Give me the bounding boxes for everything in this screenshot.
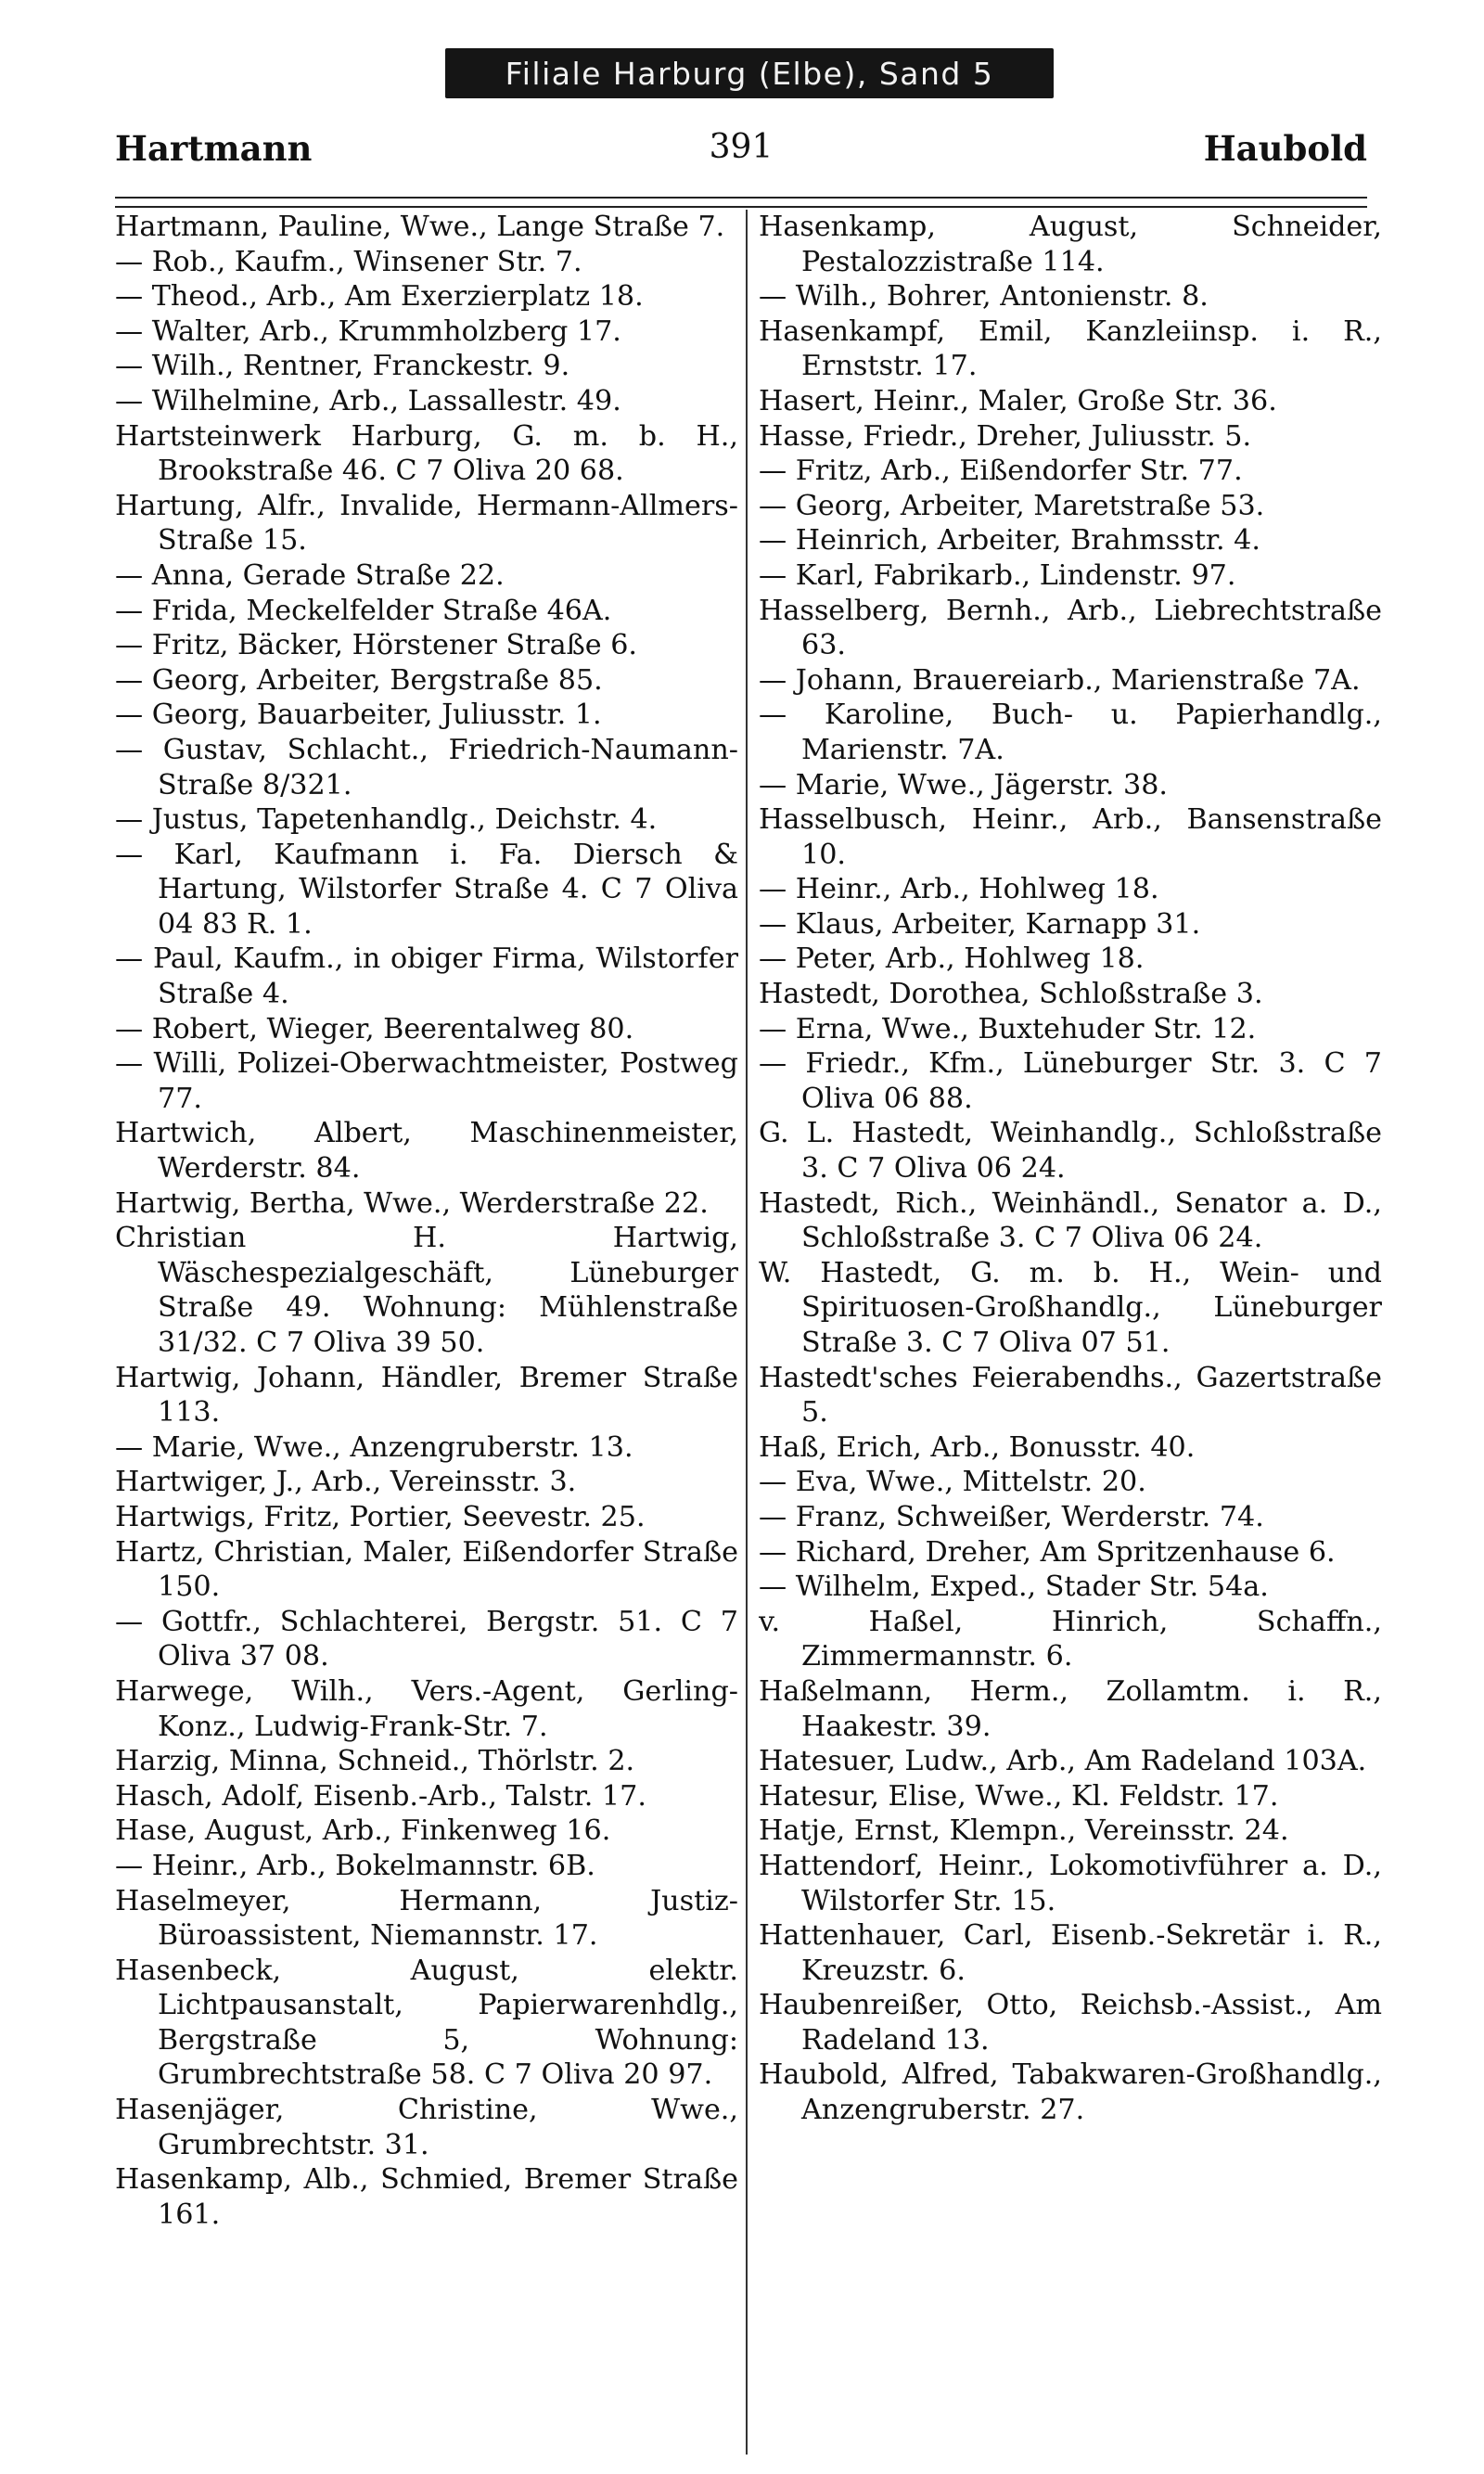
directory-entry: — Anna, Gerade Straße 22. xyxy=(115,558,505,592)
directory-entry: — Willi, Polizei-Oberwachtmeister, Postweg 77. xyxy=(115,1047,738,1115)
directory-entry: Hastedt, Rich., Weinhändl., Senator a. D., Schloßstraße 3. C 7 Oliva 06 24. xyxy=(759,1186,1382,1255)
directory-entry: Hartung, Alfr., Invalide, Hermann-Allmers-Straße 15. xyxy=(115,489,738,558)
directory-entry: — Georg, Arbeiter, Maretstraße 53. xyxy=(759,489,1265,522)
right-column xyxy=(759,210,1382,2464)
directory-entry: — Wilhelmine, Arb., Lassallestr. 49. xyxy=(115,384,621,417)
directory-entry: Hasenbeck, August, elektr. Lichtpausanstalt, Papierwarenhdlg., Bergstraße 5, Wohnung: Grumbrechtstraße 58. C 7 Oliva 20 97. xyxy=(115,1954,738,2092)
page-number: 391 xyxy=(709,128,774,166)
directory-entry: — Robert, Wieger, Beerentalweg 80. xyxy=(115,1012,634,1045)
directory-entry: Hattendorf, Heinr., Lokomotivführer a. D., Wilstorfer Str. 15. xyxy=(759,1849,1382,1917)
directory-entry: Hatje, Ernst, Klempn., Vereinsstr. 24. xyxy=(759,1814,1289,1848)
directory-entry: — Justus, Tapetenhandlg., Deichstr. 4. xyxy=(115,803,658,837)
directory-entry: Hartz, Christian, Maler, Eißendorfer Straße 150. xyxy=(115,1535,738,1604)
directory-entry: Hasenkamp, August, Schneider, Pestalozzistraße 114. xyxy=(759,211,1382,278)
header-rule-bottom xyxy=(115,206,1367,208)
directory-entry: — Gustav, Schlacht., Friedrich-Naumann-Straße 8/321. xyxy=(115,733,738,801)
directory-entry: — Klaus, Arbeiter, Karnapp 31. xyxy=(759,907,1201,941)
directory-entry: — Franz, Schweißer, Werderstr. 74. xyxy=(759,1500,1264,1533)
directory-entry: Hatesuer, Ludw., Arb., Am Radeland 103A. xyxy=(759,1745,1367,1778)
directory-entry: — Fritz, Bäcker, Hörstener Straße 6. xyxy=(115,629,638,662)
directory-entry: — Georg, Bauarbeiter, Juliusstr. 1. xyxy=(115,699,602,732)
directory-entry: Hasenkampf, Emil, Kanzleiinsp. i. R., Ernststr. 17. xyxy=(759,314,1382,383)
directory-entry: — Wilhelm, Exped., Stader Str. 54a. xyxy=(759,1570,1269,1604)
directory-entry: Haß, Erich, Arb., Bonusstr. 40. xyxy=(759,1430,1196,1464)
directory-entry: W. Hastedt, G. m. b. H., Wein- und Spirituosen-Großhandlg., Lüneburger Straße 3. C 7 Oliva 07 51. xyxy=(759,1256,1382,1359)
directory-entry: — Rob., Kaufm., Winsener Str. 7. xyxy=(115,245,582,278)
directory-entry: — Karoline, Buch- u. Papierhandlg., Marienstr. 7A. xyxy=(759,699,1382,766)
directory-entry: Haubold, Alfred, Tabakwaren-Großhandlg., Anzengruberstr. 27. xyxy=(759,2058,1382,2127)
directory-entry: — Paul, Kaufm., in obiger Firma, Wilstorfer Straße 4. xyxy=(115,942,738,1011)
left-column xyxy=(115,210,738,2464)
directory-entry: Haubenreißer, Otto, Reichsb.-Assist., Am Radeland 13. xyxy=(759,1989,1382,2057)
directory-entry: Haselmeyer, Hermann, Justiz-Büroassistent, Niemannstr. 17. xyxy=(115,1884,738,1953)
directory-entry: Harzig, Minna, Schneid., Thörlstr. 2. xyxy=(115,1745,635,1778)
directory-entry: — Wilh., Rentner, Franckestr. 9. xyxy=(115,350,570,383)
column-divider xyxy=(746,210,748,2455)
directory-entry: Hasselbusch, Heinr., Arb., Bansenstraße 10. xyxy=(759,803,1382,871)
directory-entry: Hastedt'sches Feierabendhs., Gazertstraße 5. xyxy=(759,1361,1382,1429)
directory-entry: Hasenjäger, Christine, Wwe., Grumbrechtstr. 31. xyxy=(115,2094,738,2161)
directory-entry: Hastedt, Dorothea, Schloßstraße 3. xyxy=(759,978,1263,1011)
directory-entry: — Heinr., Arb., Bokelmannstr. 6B. xyxy=(115,1849,595,1882)
directory-entry: — Wilh., Bohrer, Antonienstr. 8. xyxy=(759,280,1209,314)
page-header xyxy=(115,128,1367,184)
directory-entry: — Peter, Arb., Hohlweg 18. xyxy=(759,942,1145,976)
directory-entry: Hase, August, Arb., Finkenweg 16. xyxy=(115,1814,611,1848)
directory-entry: — Fritz, Arb., Eißendorfer Str. 77. xyxy=(759,455,1243,488)
directory-entry: — Johann, Brauereiarb., Marienstraße 7A. xyxy=(759,663,1361,697)
header-rule-top xyxy=(115,197,1367,199)
branch-banner: Filiale Harburg (Elbe), Sand 5 xyxy=(445,48,1054,98)
directory-entry: — Richard, Dreher, Am Spritzenhause 6. xyxy=(759,1535,1336,1569)
directory-entry: — Walter, Arb., Krummholzberg 17. xyxy=(115,314,621,348)
directory-entry: Hartwig, Bertha, Wwe., Werderstraße 22. xyxy=(115,1186,709,1220)
directory-entry: Christian H. Hartwig, Wäschespezialgeschäft, Lüneburger Straße 49. Wohnung: Mühlenstraße 31/32. C 7 Oliva 39 50. xyxy=(115,1222,738,1359)
directory-entry: Hasselberg, Bernh., Arb., Liebrechtstraße 63. xyxy=(759,594,1382,662)
directory-entry: Hartwigs, Fritz, Portier, Seevestr. 25. xyxy=(115,1500,646,1533)
directory-entry: v. Haßel, Hinrich, Schaffn., Zimmermannstr. 6. xyxy=(759,1605,1382,1673)
directory-entry: — Marie, Wwe., Anzengruberstr. 13. xyxy=(115,1430,633,1464)
directory-entry: Haßelmann, Herm., Zollamtm. i. R., Haakestr. 39. xyxy=(759,1674,1382,1743)
directory-entry: Hasse, Friedr., Dreher, Juliusstr. 5. xyxy=(759,419,1252,453)
directory-entry: Hartsteinwerk Harburg, G. m. b. H., Brookstraße 46. C 7 Oliva 20 68. xyxy=(115,419,738,488)
directory-entry: Hartwig, Johann, Händler, Bremer Straße 113. xyxy=(115,1361,738,1429)
directory-entry: — Heinrich, Arbeiter, Brahmsstr. 4. xyxy=(759,524,1260,558)
directory-entry: — Karl, Fabrikarb., Lindenstr. 97. xyxy=(759,558,1236,592)
directory-entry: Hartmann, Pauline, Wwe., Lange Straße 7. xyxy=(115,211,725,243)
directory-entry: — Georg, Arbeiter, Bergstraße 85. xyxy=(115,663,603,697)
directory-entry: Hattenhauer, Carl, Eisenb.-Sekretär i. R., Kreuzstr. 6. xyxy=(759,1919,1382,1987)
header-first-name: Hartmann xyxy=(115,128,313,169)
directory-entry: — Gottfr., Schlachterei, Bergstr. 51. C 7 Oliva 37 08. xyxy=(115,1605,738,1673)
directory-entry: — Eva, Wwe., Mittelstr. 20. xyxy=(759,1466,1146,1499)
directory-entry: — Marie, Wwe., Jägerstr. 38. xyxy=(759,768,1169,801)
directory-entry: Hasert, Heinr., Maler, Große Str. 36. xyxy=(759,384,1277,417)
directory-entry: Hartwich, Albert, Maschinenmeister, Werderstr. 84. xyxy=(115,1117,738,1186)
header-last-name: Haubold xyxy=(1203,128,1367,169)
directory-entry: Hasenkamp, Alb., Schmied, Bremer Straße 161. xyxy=(115,2163,738,2231)
directory-entry: — Erna, Wwe., Buxtehuder Str. 12. xyxy=(759,1012,1257,1045)
directory-entry: — Karl, Kaufmann i. Fa. Diersch & Hartung, Wilstorfer Straße 4. C 7 Oliva 04 83 R. 1. xyxy=(115,838,738,941)
directory-entry: Hartwiger, J., Arb., Vereinsstr. 3. xyxy=(115,1466,577,1499)
directory-entry: G. L. Hastedt, Weinhandlg., Schloßstraße 3. C 7 Oliva 06 24. xyxy=(759,1117,1382,1186)
directory-entry: — Heinr., Arb., Hohlweg 18. xyxy=(759,873,1159,906)
directory-entry: — Frida, Meckelfelder Straße 46A. xyxy=(115,594,612,627)
directory-entry: Hasch, Adolf, Eisenb.-Arb., Talstr. 17. xyxy=(115,1779,646,1813)
directory-entry: — Theod., Arb., Am Exerzierplatz 18. xyxy=(115,280,644,314)
directory-entry: Hatesur, Elise, Wwe., Kl. Feldstr. 17. xyxy=(759,1779,1279,1813)
directory-entry: — Friedr., Kfm., Lüneburger Str. 3. C 7 Oliva 06 88. xyxy=(759,1047,1382,1115)
directory-entry: Harwege, Wilh., Vers.-Agent, Gerling-Konz., Ludwig-Frank-Str. 7. xyxy=(115,1674,738,1743)
